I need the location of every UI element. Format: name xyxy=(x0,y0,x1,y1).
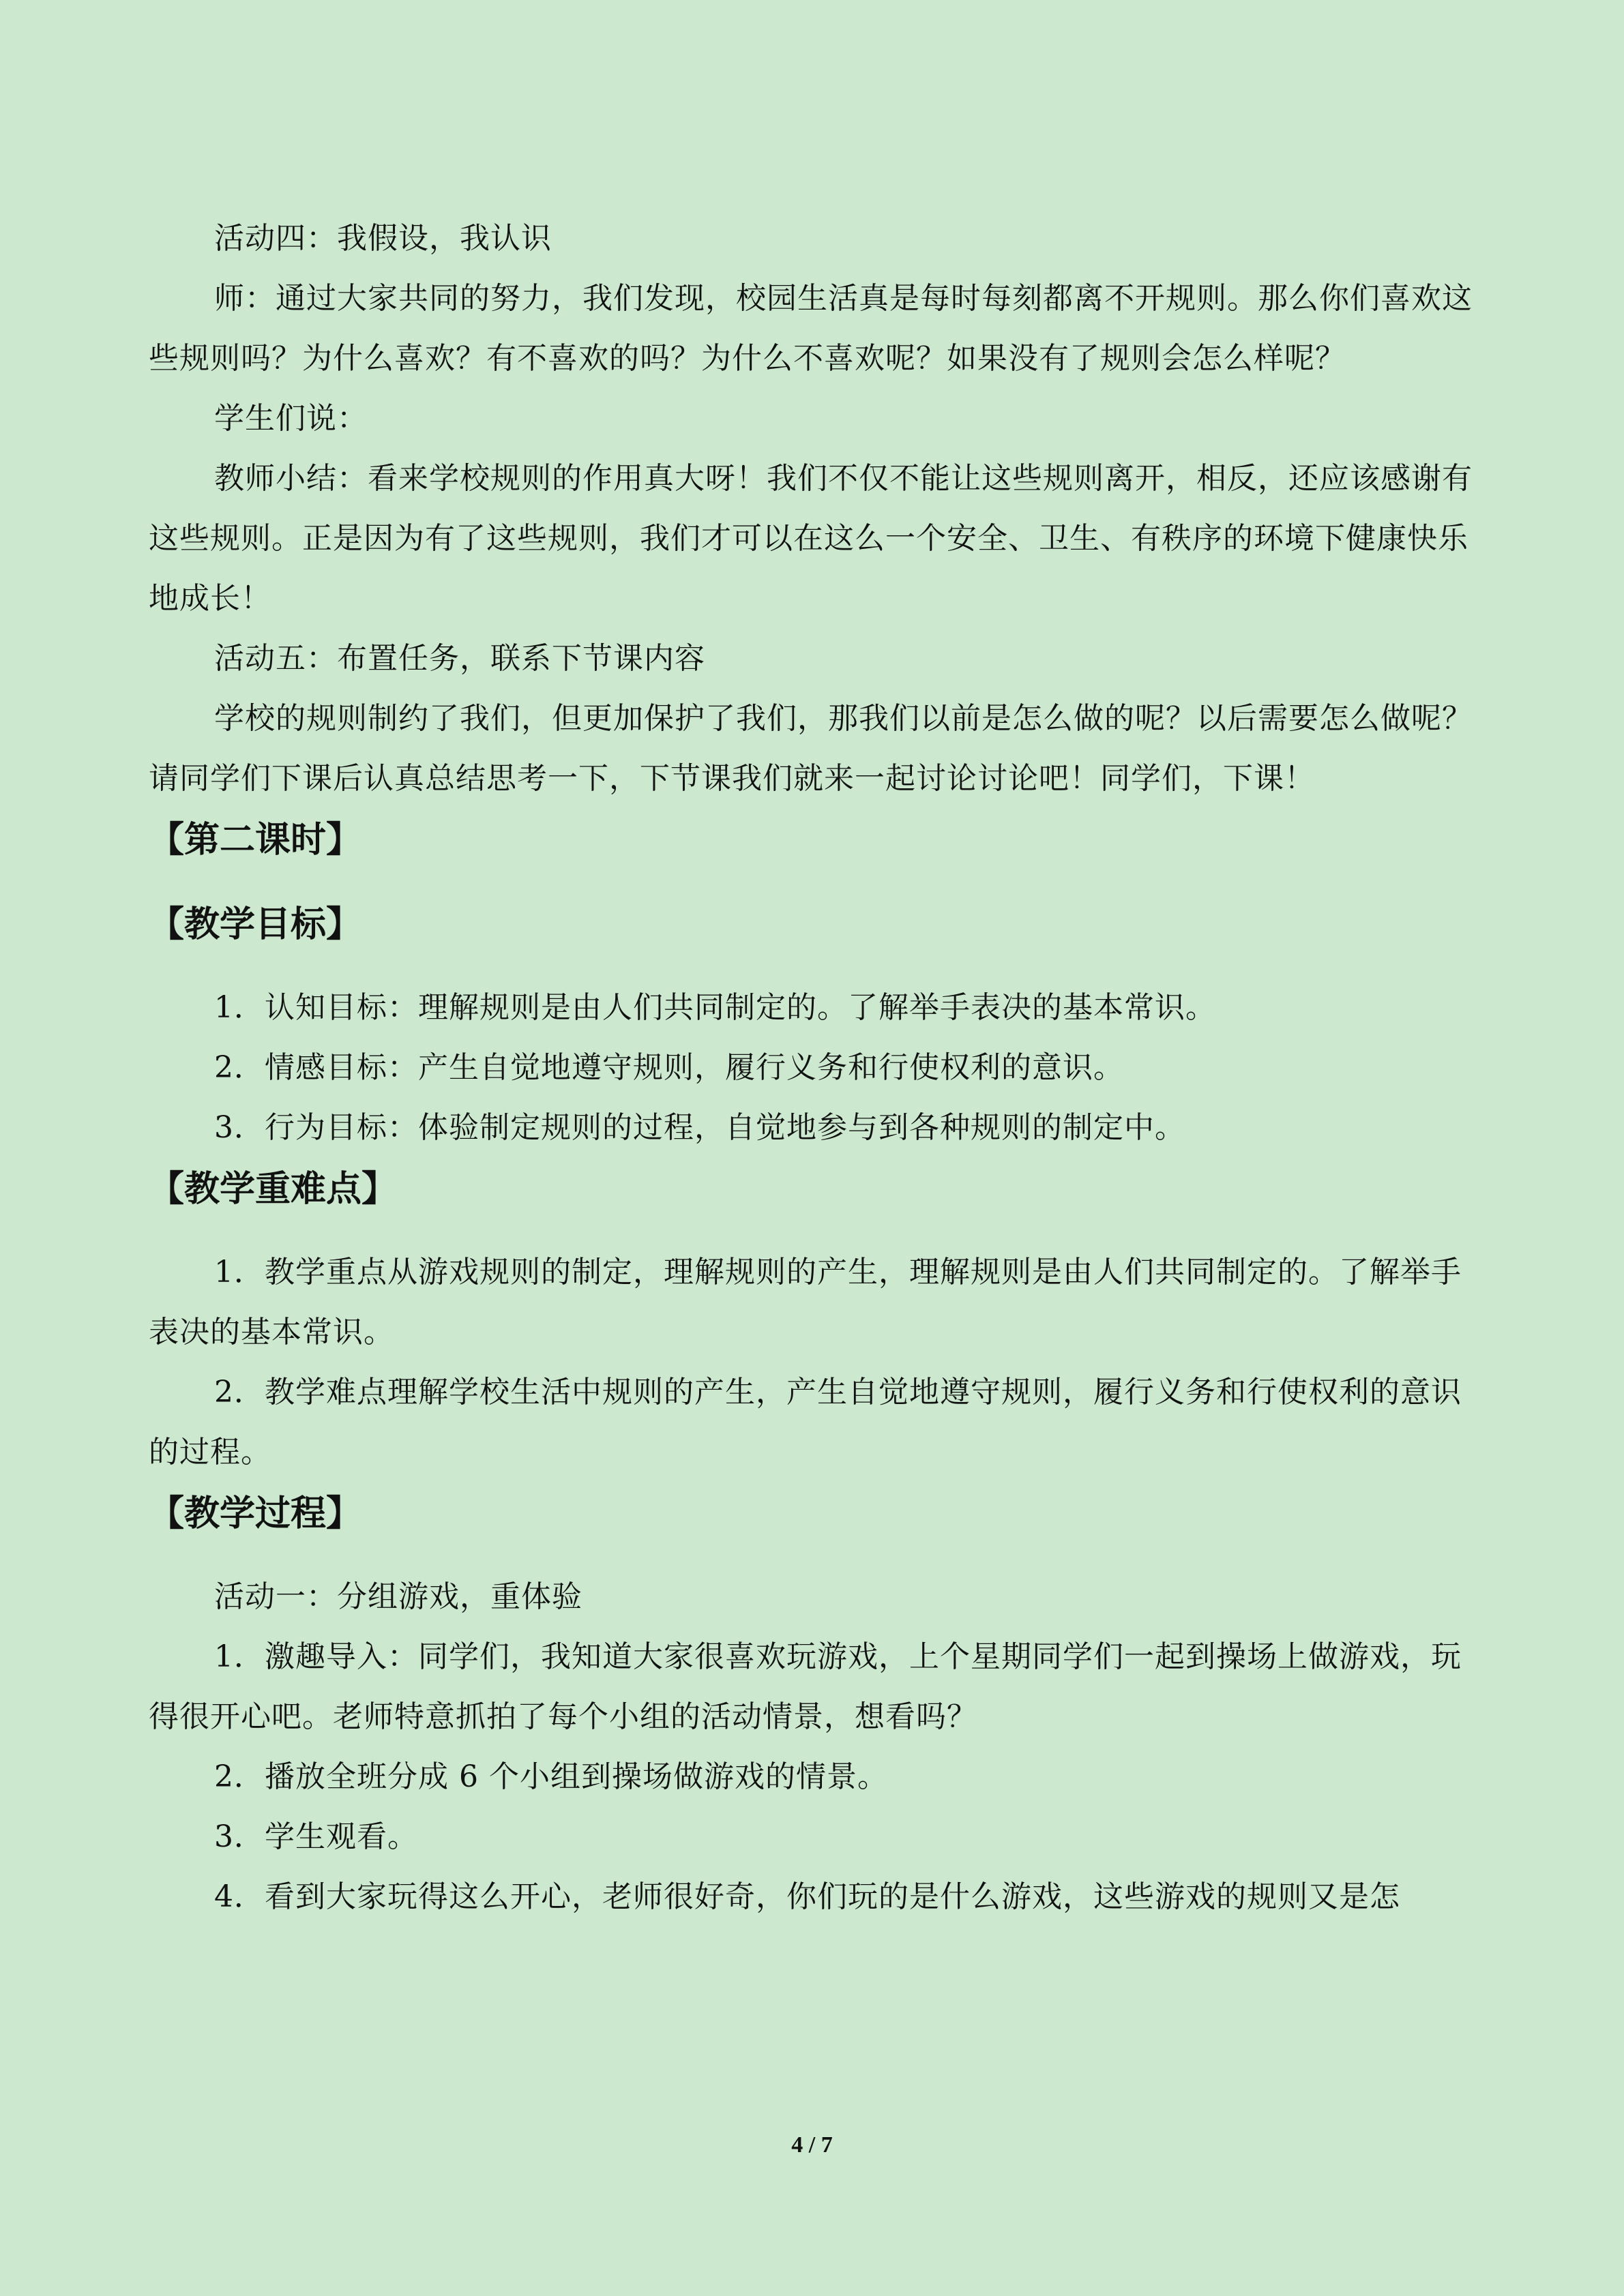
key-point-item-1: 1．教学重点从游戏规则的制定，理解规则的产生，理解规则是由人们共同制定的。了解举手表决的基本常识。 xyxy=(149,1255,1462,1350)
activity4-title: 活动四：我假设，我认识 xyxy=(214,221,552,256)
objectives-heading: 【教学目标】 xyxy=(149,904,362,945)
objective-item-2: 2．情感目标：产生自觉地遵守规则，履行义务和行使权利的意识。 xyxy=(214,1050,1124,1085)
activity5-text: 学校的规则制约了我们，但更加保护了我们，那我们以前是怎么做的呢？以后需要怎么做呢？请同学们下课后认真总结思考一下，下节课我们就来一起讨论讨论吧！同学们，下课！ xyxy=(149,701,1473,796)
process-item-3: 3．学生观看。 xyxy=(214,1819,418,1854)
process-item-4: 4．看到大家玩得这么开心，老师很好奇，你们玩的是什么游戏，这些游戏的规则又是怎 xyxy=(214,1879,1400,1914)
process-heading: 【教学过程】 xyxy=(149,1493,362,1534)
students-say: 学生们说： xyxy=(214,401,368,436)
teacher-summary: 教师小结：看来学校规则的作用真大呀！我们不仅不能让这些规则离开，相反，还应该感谢有这些规则。正是因为有了这些规则，我们才可以在这么一个安全、卫生、有秩序的环境下健康快乐地成长！ xyxy=(149,461,1473,616)
objective-item-1: 1．认知目标：理解规则是由人们共同制定的。了解举手表决的基本常识。 xyxy=(214,990,1216,1025)
second-lesson-heading: 【第二课时】 xyxy=(149,820,362,861)
process-item-2: 2．播放全班分成 6 个小组到操场做游戏的情景。 xyxy=(214,1759,888,1794)
activity5-title: 活动五：布置任务，联系下节课内容 xyxy=(214,641,705,676)
page-number: 4 / 7 xyxy=(791,2132,833,2158)
process-item-1: 1．激趣导入：同学们，我知道大家很喜欢玩游戏，上个星期同学们一起到操场上做游戏，玩得很开心吧。老师特意抓拍了每个小组的活动情景，想看吗？ xyxy=(149,1639,1462,1734)
objective-item-3: 3．行为目标：体验制定规则的过程，自觉地参与到各种规则的制定中。 xyxy=(214,1110,1185,1145)
teacher-question: 师：通过大家共同的努力，我们发现，校园生活真是每时每刻都离不开规则。那么你们喜欢这些规则吗？为什么喜欢？有不喜欢的吗？为什么不喜欢呢？如果没有了规则会怎么样呢？ xyxy=(149,281,1473,376)
key-points-heading: 【教学重难点】 xyxy=(149,1169,398,1210)
key-point-item-2: 2．教学难点理解学校生活中规则的产生，产生自觉地遵守规则，履行义务和行使权利的意识的过程。 xyxy=(149,1375,1462,1470)
page-content xyxy=(149,209,1475,1927)
process-activity1-title: 活动一：分组游戏，重体验 xyxy=(214,1579,582,1614)
